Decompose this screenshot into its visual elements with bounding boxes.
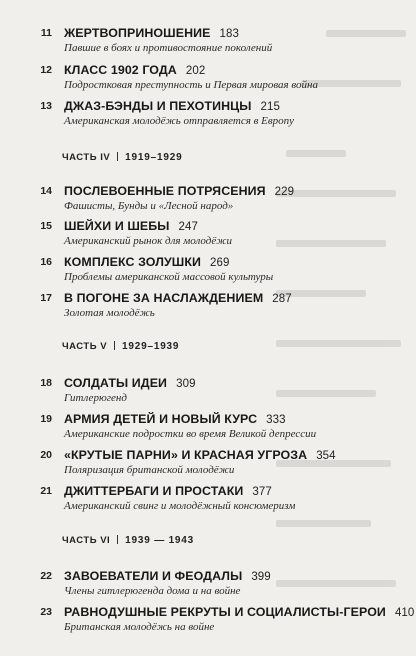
chapter-number: 18 <box>40 377 52 389</box>
page-number: 247 <box>178 221 199 233</box>
chapter-subtitle: Золотая молодёжь <box>64 307 155 319</box>
chapter-number: 20 <box>40 449 52 461</box>
page-number: 287 <box>272 293 292 305</box>
page-number: 309 <box>176 378 196 390</box>
part-divider <box>117 535 118 544</box>
chapter-number: 13 <box>40 100 52 112</box>
chapter-title: АРМИЯ ДЕТЕЙ И НОВЫЙ КУРС 333 <box>64 412 286 426</box>
chapter-title: РАВНОДУШНЫЕ РЕКРУТЫ И СОЦИАЛИСТЫ-ГЕРОИ 410 <box>64 605 415 619</box>
chapter-subtitle: Подростковая преступность и Первая мировая война <box>64 79 318 91</box>
chapter-title: «КРУТЫЕ ПАРНИ» И КРАСНАЯ УГРОЗА 354 <box>64 448 336 462</box>
chapter-number: 15 <box>40 220 52 232</box>
chapter-title: ЖЕРТВОПРИНОШЕНИЕ 183 <box>64 26 240 40</box>
part-divider <box>117 152 118 161</box>
chapter-subtitle: Британская молодёжь на войне <box>64 621 215 633</box>
part-heading <box>62 341 179 352</box>
part-divider <box>114 341 115 350</box>
page-number: 183 <box>219 28 240 40</box>
chapter-subtitle: Члены гитлерюгенда дома и на войне <box>64 585 241 597</box>
chapter-subtitle: Американская молодёжь отправляется в Европу <box>64 115 294 127</box>
chapter-number: 22 <box>40 570 52 582</box>
page-number: 399 <box>251 571 271 583</box>
chapter-title: КОМПЛЕКС ЗОЛУШКИ 269 <box>64 255 230 269</box>
chapter-number: 11 <box>40 27 52 39</box>
chapter-number: 23 <box>40 606 52 618</box>
page-number: 354 <box>316 450 336 462</box>
page-number: 377 <box>252 486 272 498</box>
part-label: ЧАСТЬ VI <box>62 535 111 546</box>
page-number: 269 <box>210 257 230 269</box>
chapter-subtitle: Американский рынок для молодёжи <box>64 235 232 247</box>
part-years: 1929–1939 <box>122 341 180 352</box>
page-number: 202 <box>185 65 206 77</box>
chapter-subtitle: Проблемы американской массовой культуры <box>64 271 274 283</box>
chapter-number: 16 <box>40 256 52 268</box>
part-years: 1939 — 1943 <box>125 535 195 546</box>
page-number: 215 <box>260 101 281 113</box>
chapter-title: СОЛДАТЫ ИДЕИ 309 <box>64 376 196 390</box>
chapter-subtitle: Фашисты, Бунды и «Лесной народ» <box>64 200 234 212</box>
page-number: 229 <box>274 186 295 198</box>
chapter-subtitle: Павшие в боях и противостояние поколений <box>64 42 273 54</box>
chapter-title: ДЖИТТЕРБАГИ И ПРОСТАКИ 377 <box>64 484 272 498</box>
part-label: ЧАСТЬ IV <box>62 152 111 163</box>
chapter-subtitle: Американский свинг и молодёжный консюмеризм <box>64 500 296 512</box>
part-label: ЧАСТЬ V <box>62 341 108 352</box>
chapter-subtitle: Поляризация британской молодёжи <box>64 464 235 476</box>
part-years: 1919–1929 <box>125 152 183 163</box>
chapter-number: 14 <box>40 185 52 197</box>
chapter-number: 17 <box>40 292 52 304</box>
chapter-number: 12 <box>40 64 52 76</box>
chapter-title: ШЕЙХИ И ШЕБЫ 247 <box>64 219 199 233</box>
chapter-title: ДЖАЗ-БЭНДЫ И ПЕХОТИНЦЫ 215 <box>64 99 281 113</box>
part-heading <box>62 535 194 546</box>
chapter-title: ЗАВОЕВАТЕЛИ И ФЕОДАЛЫ 399 <box>64 569 271 583</box>
chapter-number: 21 <box>40 485 52 497</box>
page-number: 333 <box>266 414 286 426</box>
chapter-title: ПОСЛЕВОЕННЫЕ ПОТРЯСЕНИЯ 229 <box>64 184 295 198</box>
page-number: 410 <box>394 607 415 619</box>
chapter-subtitle: Американские подростки во время Великой депрессии <box>64 428 317 440</box>
chapter-title: КЛАСС 1902 ГОДА 202 <box>64 63 206 77</box>
part-heading <box>62 152 182 163</box>
chapter-number: 19 <box>40 413 52 425</box>
chapter-title: В ПОГОНЕ ЗА НАСЛАЖДЕНИЕМ 287 <box>64 291 292 305</box>
chapter-subtitle: Гитлерюгенд <box>64 392 127 404</box>
